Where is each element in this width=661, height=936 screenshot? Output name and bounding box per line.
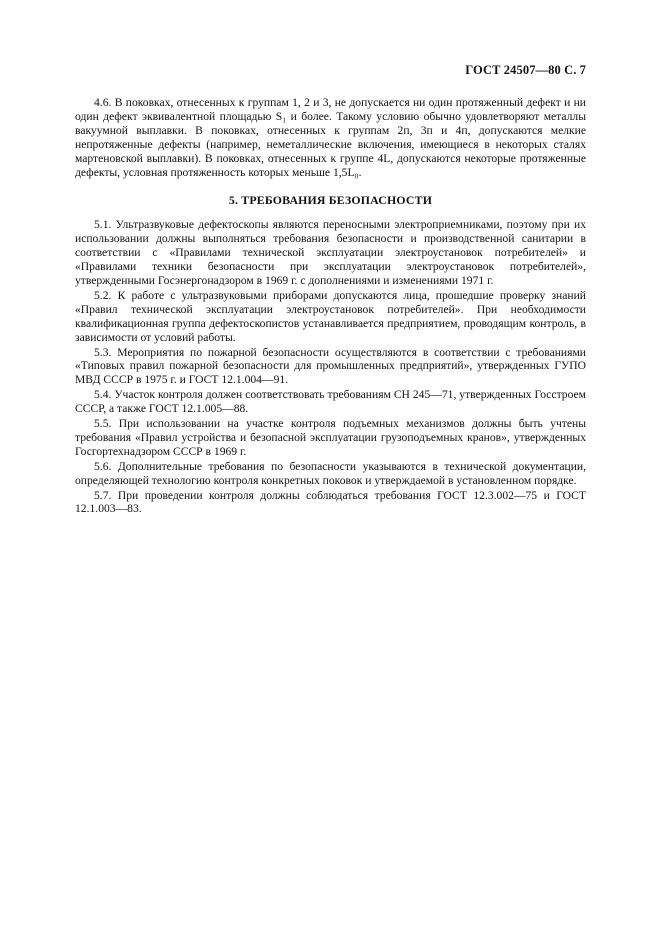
paragraph-5-4: 5.4. Участок контроля должен соответствовать требованиям СН 245—71, утвержденных Госстроем СССР, а также ГОСТ 12.1.005—88. [75, 388, 586, 416]
page-header: ГОСТ 24507—80 С. 7 [465, 63, 586, 77]
section-title: 5. ТРЕБОВАНИЯ БЕЗОПАСНОСТИ [228, 193, 433, 208]
paragraph-5-2: 5.2. К работе с ультразвуковыми приборами допускаются лица, прошедшие проверку знаний «Правил технической эксплуатации электроустановок потребителей». При необходимости квалификационная группа дефектоскопистов устанавливается предприятием, проводящим контроль, в зависимости от условий работы. [75, 288, 586, 344]
paragraph-4-6: 4.6. В поковках, отнесенных к группам 1, 2 и 3, не допускается ни один протяженный дефект и ни один дефект эквивалентной площадью S₁ и более. Такому условию обычно удовлетворяют металлы вакуумной выплавки. В поковках, отнесенных к группам 2п, 3п и 4п, допускаются мелкие непротяженные дефекты (например, неметаллические включения, имеющиеся в некоторых сталях мартеновской выплавки). В поковках, отнесенных к группе 4L, допускаются некоторые протяженные дефекты, условная протяженность которых меньше 1,5L₀. [75, 96, 586, 179]
paragraph-5-3: 5.3. Мероприятия по пожарной безопасности осуществляются в соответствии с требованиями «Типовых правил пожарной безопасности для промышленных предприятий», утвержденных ГУПО МВД СССР в 1975 г. и ГОСТ 12.1.004—91. [75, 345, 586, 387]
paragraph-5-1: 5.1. Ультразвуковые дефектоскопы являются переносными электроприемниками, поэтому при их использовании должны выполняться требования безопасности и производственной санитарии в соответствии с «Правилами технической эксплуатации электроустановок потребителей» и «Правилами техники безопасности при эксплуатации электроустановок потребителей», утвержденными Госэнергонадзором в 1969 г. с дополнениями и изменениями 1971 г. [75, 218, 586, 287]
paragraph-5-5: 5.5. При использовании на участке контроля подъемных механизмов должны быть учтены требования «Правил устройства и безопасной эксплуатации грузоподъемных кранов», утвержденных Госгортехнадзором СССР в 1969 г. [75, 417, 586, 458]
paragraph-5-6: 5.6. Дополнительные требования по безопасности указываются в технической документации, определяющей технологию контроля конкретных поковок и утверждаемой в установленном порядке. [75, 459, 586, 487]
paragraph-5-7: 5.7. При проведении контроля должны соблюдаться требования ГОСТ 12.3.002—75 и ГОСТ 12.1.003—83. [75, 488, 586, 516]
document-body [75, 96, 586, 517]
